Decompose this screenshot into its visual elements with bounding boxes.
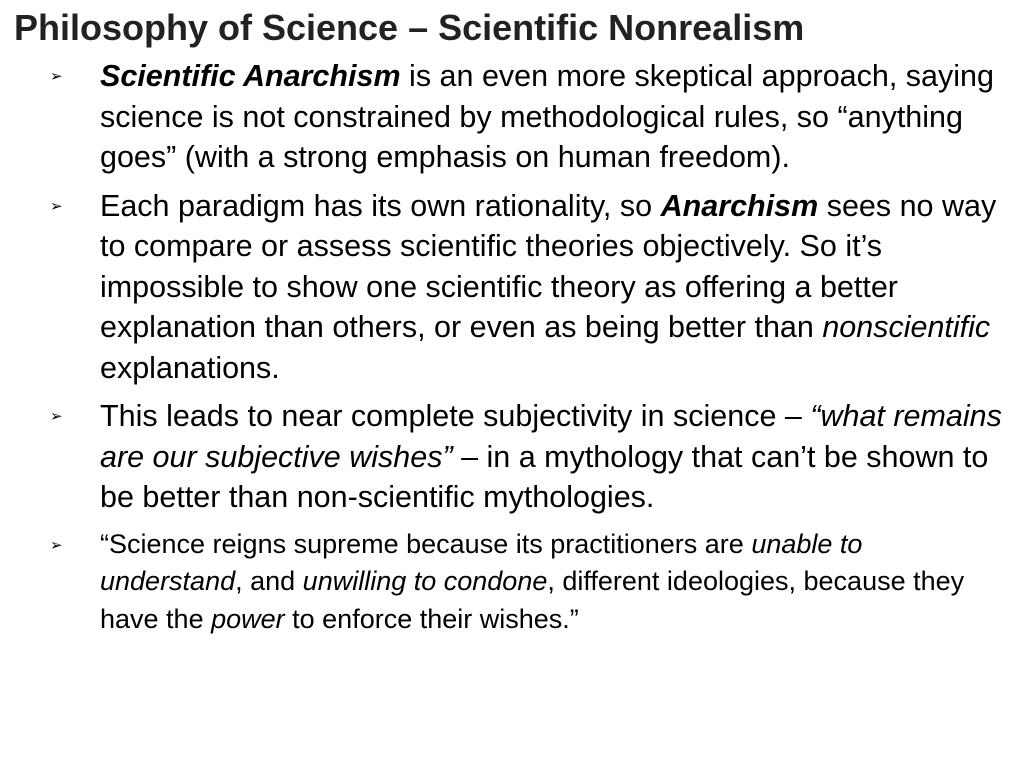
arrowhead-bullet-icon: ➢ <box>50 67 63 85</box>
bullet-3-quote: “what remains are our subjective wishes” <box>100 399 1002 474</box>
bullet-1-term: Scientific Anarchism <box>100 59 401 93</box>
bullet-item-1 <box>0 56 1024 178</box>
bullet-4-emphasis-2: unwilling to condone <box>302 566 548 596</box>
bullet-4-text-d: to enforce their wishes.” <box>284 603 579 634</box>
bullet-item-2 <box>0 186 1024 389</box>
bullet-3-text-a: This leads to near complete subjectivity in science – <box>100 399 811 433</box>
bullet-4-text-a: “Science reigns supreme because its practitioners are <box>100 528 752 559</box>
bullet-2-text-b: sees no way to compare or assess scientific theories objectively. So it’s impossible to show one scientific theory as offering a better explanation than others, or even as being better than <box>100 188 997 344</box>
bullet-4-text-b: , and <box>235 566 303 596</box>
arrowhead-bullet-icon: ➢ <box>50 535 63 554</box>
arrowhead-bullet-icon: ➢ <box>50 407 63 425</box>
bullet-2-emphasis: nonscientific <box>822 310 991 344</box>
bullet-item-3 <box>0 396 1024 518</box>
bullet-1-text: is an even more skeptical approach, saying science is not constrained by methodological rules, so “anything goes” (with a strong emphasis on human freedom). <box>100 59 994 174</box>
bullet-item-4 <box>0 526 1024 639</box>
bullet-4-text-c: , different ideologies, because they have the <box>100 566 965 634</box>
bullet-2-text-a: Each paradigm has its own rationality, so <box>100 188 661 223</box>
bullet-3-text-b: – in a mythology that can’t be shown to be better than non-scientific mythologies. <box>100 439 989 514</box>
bullet-list <box>0 56 1024 638</box>
bullet-4-emphasis-1: unable to understand <box>100 528 863 596</box>
bullet-2-text-c: explanations. <box>100 350 280 385</box>
slide-title: Philosophy of Science – Scientific Nonrealism <box>14 7 805 48</box>
bullet-4-emphasis-3: power <box>211 603 285 634</box>
bullet-2-term: Anarchism <box>660 188 819 223</box>
arrowhead-bullet-icon: ➢ <box>50 196 63 215</box>
